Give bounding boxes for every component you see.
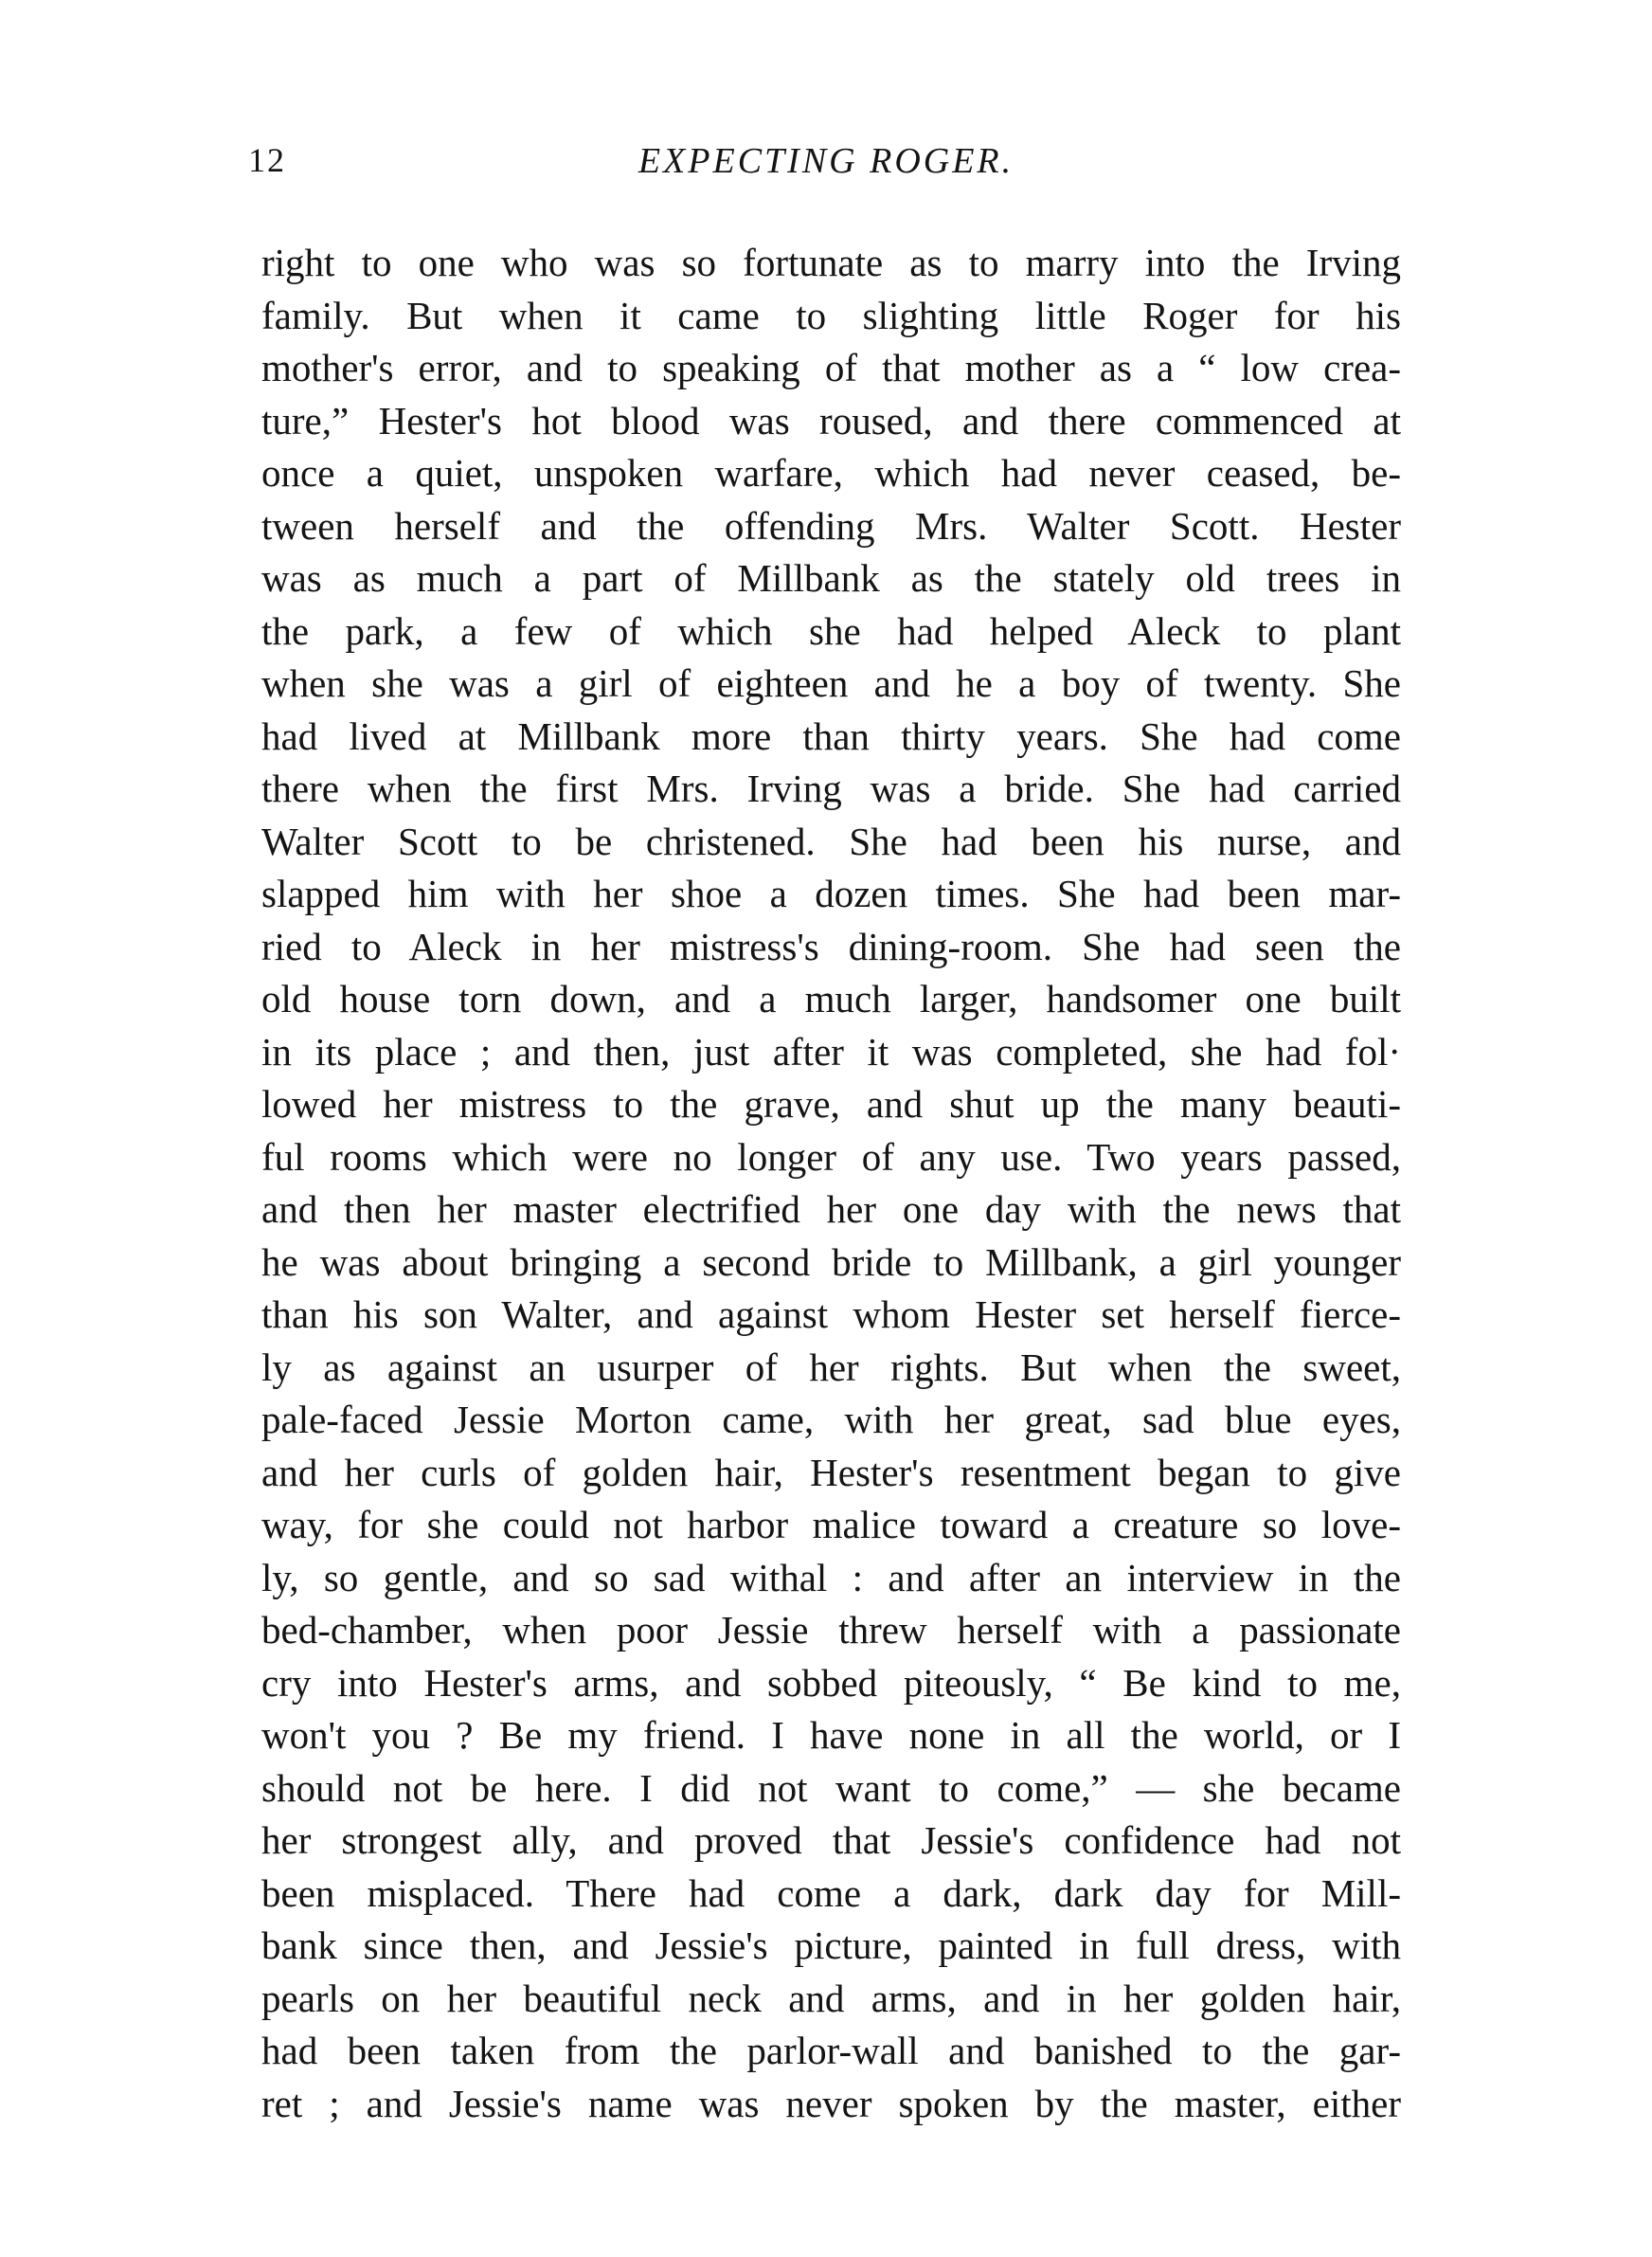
text-line: bed-chamber, when poor Jessie threw herself with a passionate: [261, 1608, 1401, 1652]
text-line: tween herself and the offending Mrs. Walter Scott. Hester: [261, 503, 1401, 548]
text-line: Walter Scott to be christened. She had been his nurse, and: [261, 819, 1401, 863]
text-line: won't you ? Be my friend. I have none in all the world, or I: [261, 1713, 1401, 1757]
text-line: bank since then, and Jessie's picture, painted in full dress, with: [261, 1923, 1401, 1967]
text-line: her strongest ally, and proved that Jessie's confidence had not: [261, 1818, 1401, 1862]
text-line: in its place ; and then, just after it was completed, she had fol·: [261, 1029, 1401, 1074]
text-line: once a quiet, unspoken warfare, which had never ceased, be-: [261, 451, 1401, 495]
text-line: he was about bringing a second bride to Millbank, a girl younger: [261, 1239, 1401, 1284]
text-line: mother's error, and to speaking of that mother as a “ low crea-: [261, 346, 1401, 389]
page-header: [248, 140, 1404, 197]
text-line: and then her master electrified her one day with the news that: [261, 1187, 1401, 1231]
text-line: was as much a part of Millbank as the stately old trees in: [261, 556, 1401, 600]
text-line: than his son Walter, and against whom Hester set herself fierce-: [261, 1292, 1401, 1336]
text-line: there when the first Mrs. Irving was a bride. She had carried: [261, 767, 1401, 810]
text-line: pale-faced Jessie Morton came, with her great, sad blue eyes,: [261, 1398, 1401, 1441]
text-line: right to one who was so fortunate as to marry into the Irving: [261, 241, 1401, 284]
text-line: old house torn down, and a much larger, handsomer one built: [261, 977, 1401, 1020]
text-line: the park, a few of which she had helped Aleck to plant: [261, 608, 1401, 653]
text-line: cry into Hester's arms, and sobbed piteously, “ Be kind to me,: [261, 1660, 1401, 1705]
text-line: ret ; and Jessie's name was never spoken by the master, either: [261, 2081, 1401, 2125]
text-line: family. But when it came to slighting little Roger for his: [261, 293, 1401, 337]
text-line: way, for she could not harbor malice toward a creature so love-: [261, 1503, 1401, 1546]
text-line: had been taken from the parlor-wall and banished to the gar-: [261, 2029, 1401, 2072]
text-line: ly as against an usurper of her rights. But when the sweet,: [261, 1345, 1401, 1389]
text-line: pearls on her beautiful neck and arms, and in her golden hair,: [261, 1976, 1401, 2020]
text-line: ture,” Hester's hot blood was roused, and there commenced at: [261, 398, 1401, 442]
text-line: ried to Aleck in her mistress's dining-room. She had seen the: [261, 924, 1401, 968]
text-line: ful rooms which were no longer of any use. Two years passed,: [261, 1134, 1401, 1179]
running-head: EXPECTING ROGER.: [637, 141, 1015, 181]
text-line: slapped him with her shoe a dozen times. She had been mar-: [261, 872, 1401, 915]
text-line: when she was a girl of eighteen and he a boy of twenty. She: [261, 661, 1401, 705]
text-line: been misplaced. There had come a dark, dark day for Mill-: [261, 1870, 1401, 1915]
page-number: 12: [248, 141, 286, 179]
text-line: lowed her mistress to the grave, and shut up the many beauti-: [261, 1082, 1401, 1126]
body-text: [261, 237, 1401, 2130]
text-line: and her curls of golden hair, Hester's resentment began to give: [261, 1450, 1401, 1494]
text-line: had lived at Millbank more than thirty years. She had come: [261, 713, 1401, 758]
text-line: ly, so gentle, and so sad withal : and after an interview in the: [261, 1555, 1401, 1599]
text-line: should not be here. I did not want to come,” — she became: [261, 1765, 1401, 1810]
